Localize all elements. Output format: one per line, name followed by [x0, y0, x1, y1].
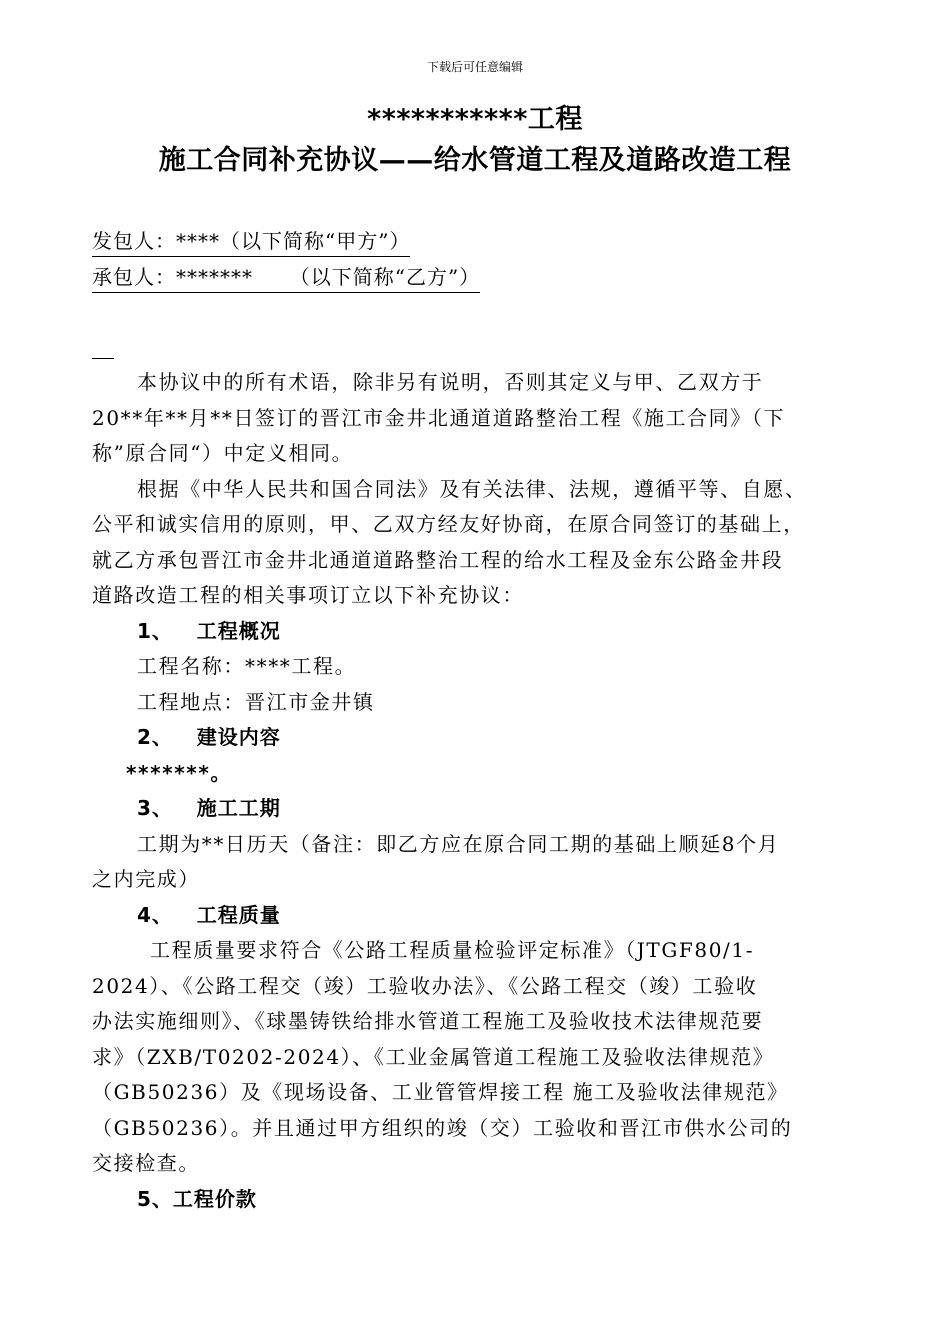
duration-line: 之内完成） — [92, 867, 200, 891]
quality-line: 求》（ZXB/T0202-2024）、《工业金属管道工程施工及验收法律规范》 — [92, 1044, 775, 1069]
project-location: 工程地点：晋江市金井镇 — [137, 689, 375, 714]
quality-line: 2024）、《公路工程交（竣）工验收办法》、《公路工程交（竣）工验收 — [92, 973, 758, 998]
intro-line: 本协议中的所有术语，除非另有说明，否则其定义与甲、乙双方于 — [137, 370, 764, 394]
intro-line: 称”原合同“）中定义相同。 — [92, 441, 354, 465]
basis-line: 道路改造工程的相关事项订立以下补充协议： — [92, 583, 524, 607]
section-5-heading: 5、工程价款 — [137, 1186, 257, 1211]
header-note: 下载后可任意编辑 — [426, 60, 523, 74]
quality-line: 办法实施细则》、《球墨铸铁给排水管道工程施工及验收技术法律规范要 — [92, 1009, 764, 1033]
duration-line: 工期为**日历天（备注：即乙方应在原合同工期的基础上顺延8个月 — [137, 831, 780, 856]
document-title: ***********工程 — [367, 104, 583, 135]
basis-line: 根据《中华人民共和国合同法》及有关法律、法规，遵循平等、自愿、 — [137, 476, 807, 501]
quality-line: 工程质量要求符合《公路工程质量检验评定标准》（JTGF80/1- — [150, 938, 755, 962]
basis-line: 公平和诚实信用的原则，甲、乙双方经友好协商，在原合同签订的基础上， — [92, 512, 805, 536]
quality-line: （GB50236）及《现场设备、工业管管焊接工程 施工及验收法律规范》 — [92, 1080, 789, 1104]
intro-line: 20**年**月**日签订的晋江市金井北通道道路整治工程《施工合同》（下 — [92, 405, 786, 430]
quality-line: （GB50236）。并且通过甲方组织的竣（交）工验收和晋江市供水公司的 — [92, 1115, 793, 1140]
project-name: 工程名称：****工程。 — [137, 654, 357, 678]
document-subtitle: 施工合同补充协议——给水管道工程及道路改造工程 — [158, 145, 792, 176]
employer-line: 发包人：****（以下简称“甲方”） — [92, 225, 410, 257]
contractor-line: 承包人：******* （以下简称“乙方”） — [92, 261, 480, 293]
basis-line: 就乙方承包晋江市金井北通道道路整治工程的给水工程及金东公路金井段 — [92, 547, 784, 572]
section-2-heading: 2、 建设内容 — [137, 725, 281, 749]
quality-line: 交接检查。 — [92, 1151, 200, 1175]
section-1-heading: 1、 工程概况 — [137, 618, 281, 643]
section-4-heading: 4、 工程质量 — [137, 902, 281, 927]
section-divider-dash — [92, 358, 114, 359]
agreement-body — [92, 365, 868, 1217]
construction-content: *******。 — [126, 760, 233, 785]
section-3-heading: 3、 施工工期 — [137, 796, 281, 820]
